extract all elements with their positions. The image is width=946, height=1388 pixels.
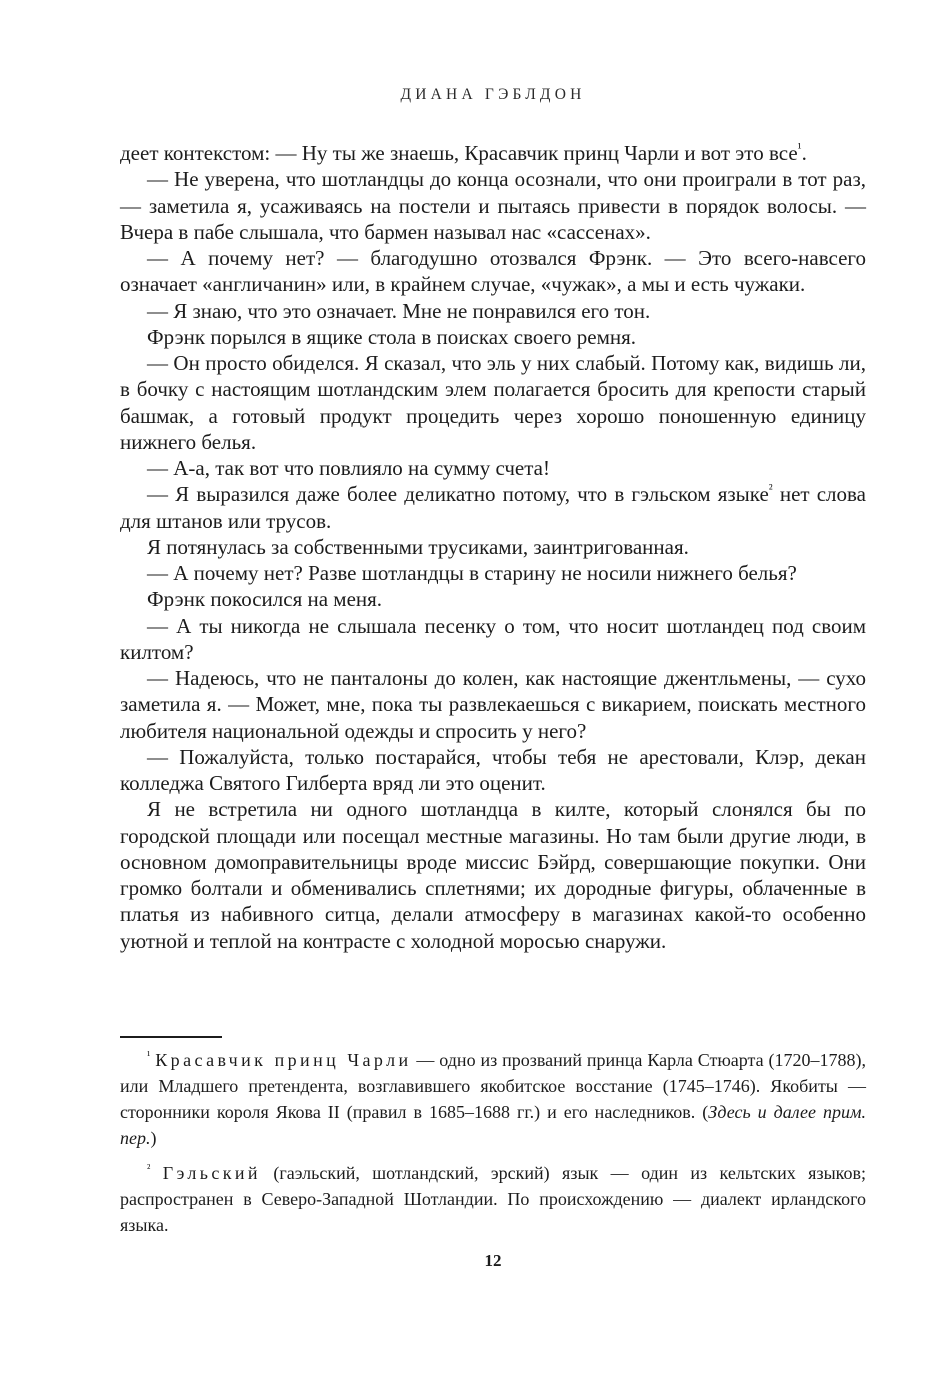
paragraph-8: — Я выразился даже более деликатно потому, что в гэльском языке$^{^2}$ нет слова для штанов или трусов. bbox=[120, 481, 866, 533]
paragraph-11: Фрэнк покосился на меня. bbox=[147, 587, 383, 612]
footnote-2-term: Гэльский bbox=[162, 1163, 261, 1183]
footnote-separator bbox=[120, 1036, 222, 1038]
paragraph-9: Я потянулась за собственными трусиками, заинтригованная. bbox=[147, 534, 689, 559]
footnote-1-text: — одно из прозваний принца Карла Стюарта (1720–1788), или Младшего претендента, возглавившего якобитское восстание (1745–1746). Якобиты — сторонники короля Якова II (правил в 1685–1688 гг.) и его наследников. ( bbox=[120, 1050, 867, 1122]
running-head: ДИАНА ГЭБЛДОН bbox=[400, 86, 586, 103]
paragraph-7: — А-а, так вот что повлияло на сумму счета! bbox=[147, 456, 550, 480]
paragraph-13: — Надеюсь, что не панталоны до колен, как настоящие джентльмены, — сухо заметила я. — Может, мне, пока ты развлекаешься с викарием, поискать местного любителя национальной одежды и спросить у него? bbox=[120, 666, 866, 743]
footnote-2 bbox=[120, 1160, 866, 1238]
page-number: 12 bbox=[484, 1251, 502, 1270]
paragraph-4: — Я знаю, что это означает. Мне не понравился его тон. bbox=[147, 298, 651, 323]
paragraph-15: Я не встретила ни одного шотландца в килте, который слонялся бы по городской площади или посещал местные магазины. Но там были другие люди, в основном домоправительницы вроде миссис Бэйрд, совершающие покупки. Они громко болтали и обменивались сплетнями; их дородные фигуры, облаченные в платья из набивного ситца, делали атмосферу в магазинах какой-то особенно уютной и теплой на контрасте с холодной моросью снаружи. bbox=[120, 797, 866, 953]
paragraph-10: — А почему нет? Разве шотландцы в старину не носили нижнего белья? bbox=[147, 561, 797, 585]
paragraph-6: — Он просто обиделся. Я сказал, что эль у них слабый. Потому как, видишь ли, в бочку с настоящим шотландским элем полагается бросить для крепости старый башмак, а готовый продукт процедить через хорошо поношенную единицу нижнего белья. bbox=[120, 351, 866, 454]
footnote-1-close: ) bbox=[150, 1128, 157, 1148]
paragraph-12: — А ты никогда не слышала песенку о том, что носит шотландец под своим килтом? bbox=[120, 613, 866, 664]
footnote-1-term: Красавчик принц Чарли bbox=[155, 1050, 412, 1070]
footnote-1-italic: Здесь и далее прим. пер. bbox=[120, 1102, 866, 1148]
main-text bbox=[120, 140, 866, 954]
footnote-2-marker: ² bbox=[147, 1163, 151, 1175]
footnote-reference: ¹ bbox=[797, 140, 802, 155]
paragraph-2: — Не уверена, что шотландцы до конца осознали, что они проиграли в тот раз, — заметила я, усаживаясь на постели и пытаясь привести в порядок волосы. — Вчера в пабе слышала, что бармен называл нас «сассенах». bbox=[120, 167, 866, 244]
paragraph-3: — А почему нет? — благодушно отозвался Фрэнк. — Это всего-навсего означает «англичанин» или, в крайнем случае, «чужак», а мы и есть чужаки. bbox=[120, 246, 866, 297]
footnote-2-text: (гаэльский, шотландский, эрский) язык — один из кельтских языков; распространен в Северо-Западной Шотландии. По происхождению — диалект ирландского языка. bbox=[120, 1163, 867, 1235]
footnotes bbox=[120, 1047, 866, 1247]
paragraph-5: Фрэнк порылся в ящике стола в поисках своего ремня. bbox=[147, 324, 637, 349]
footnote-reference: ² bbox=[768, 481, 773, 497]
paragraph-1: деет контекстом: — Ну ты же знаешь, Красавчик принц Чарли и вот это все$^{^1}$. bbox=[120, 140, 807, 165]
footnote-1 bbox=[120, 1047, 866, 1151]
footnote-1-marker: ¹ bbox=[147, 1050, 151, 1062]
paragraph-14: — Пожалуйста, только постарайся, чтобы тебя не арестовали, Клэр, декан колледжа Святого Гилберта вряд ли это оценит. bbox=[120, 744, 866, 795]
